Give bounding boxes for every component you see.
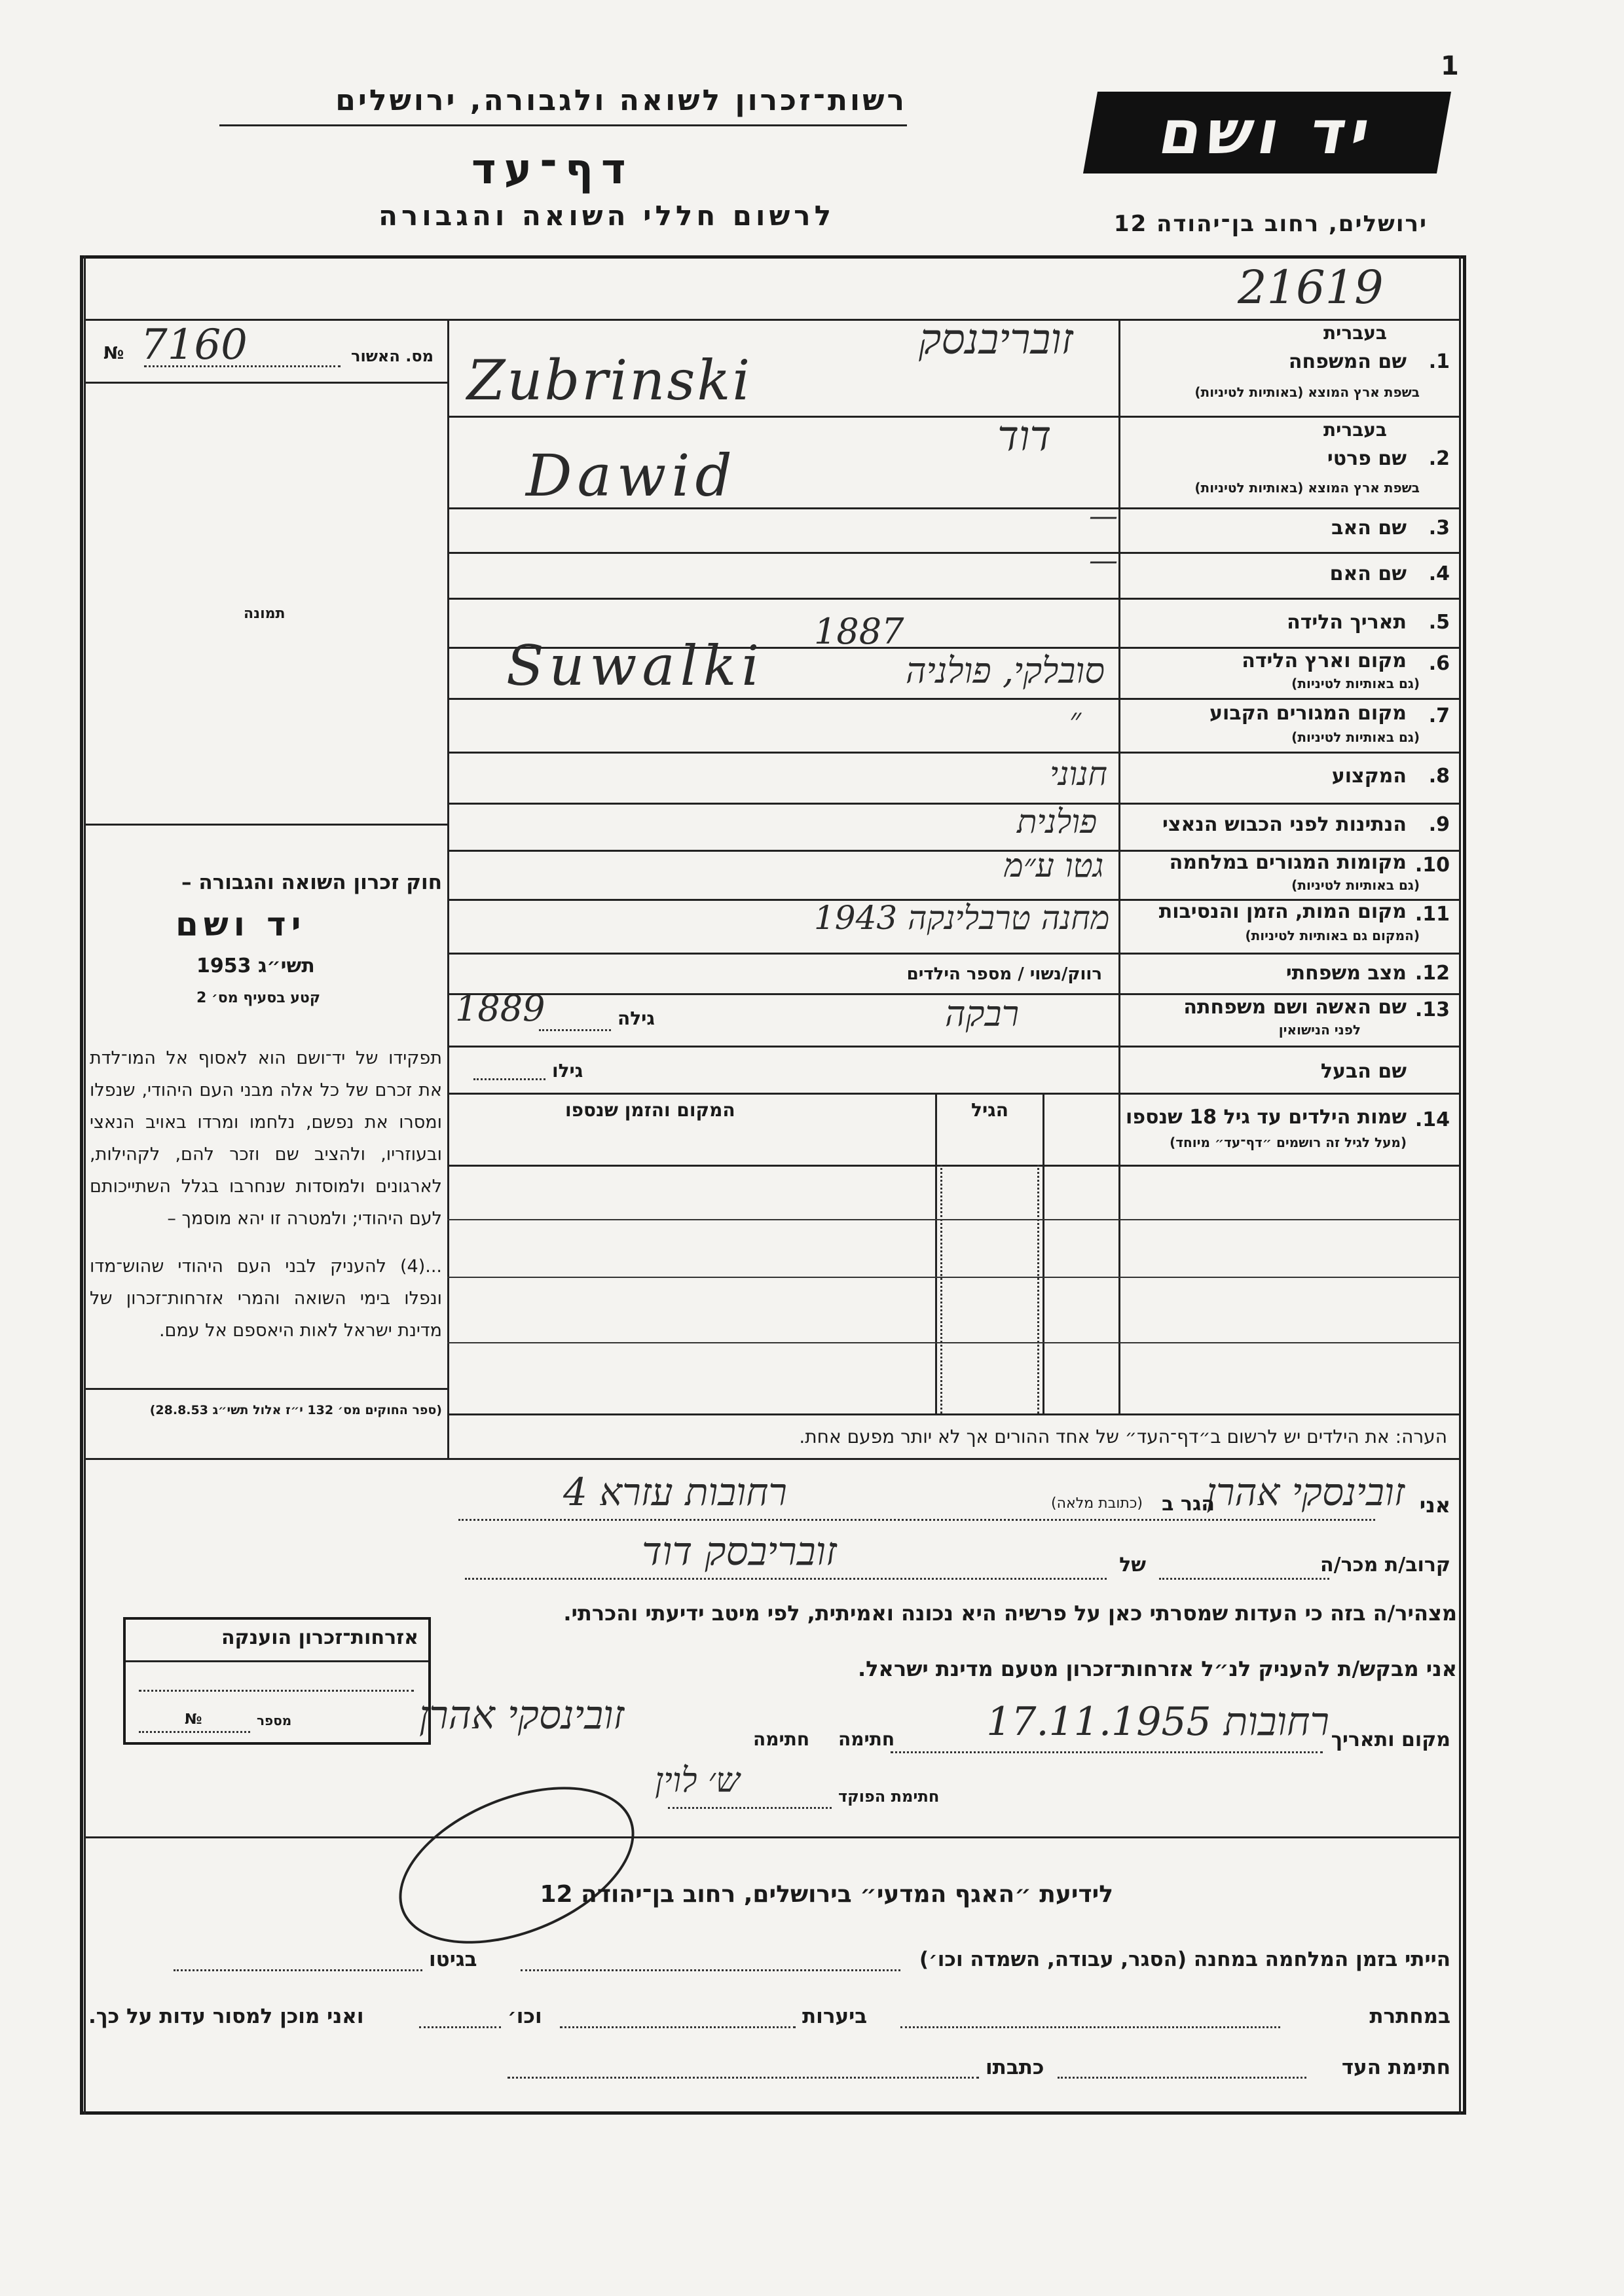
row14-number: 14. [1414,1108,1450,1131]
law-year: תשי״ג 1953 [196,955,315,977]
officer-signature-value: ש׳ לוין [655,1761,740,1800]
father-name-value: — [1089,500,1118,533]
declaration-name-dash [458,1519,1375,1521]
footer-line-3[interactable] [88,2049,1457,2095]
place-date-dash [891,1751,1323,1753]
relation-dash-2 [465,1578,1107,1580]
row9-number: 9. [1428,813,1450,836]
family-name-hebrew: זובריבנסק [919,316,1073,364]
authority-underline [219,124,907,126]
children-header-line [447,1165,1459,1167]
row1-sub: בשפת ארץ המוצא (באותיות לטיניות) [1194,384,1420,400]
footer-ghetto-label: בגיטו [429,1948,477,1971]
row4-label: שם האם [1329,562,1407,585]
row11-number: 11. [1414,903,1450,926]
row7-label: מקום המגורים הקבוע [1209,702,1407,725]
header-address: ירושלים, רחוב בן־יהודה 12 [1113,211,1428,237]
footer-address-dash [507,2077,979,2079]
declarant-address: רחובות עזרא 4 [563,1470,787,1514]
footer-camp-dash [521,1969,900,1971]
row-residence[interactable] [447,698,1459,752]
row5-number: 5. [1428,611,1450,634]
marital-printed: רווק/נשוי / מספר הילדים [906,964,1102,984]
form-subtitle: לרשום חללי השואה והגבורה [378,200,835,232]
wife-age-label: גילה [618,1008,655,1029]
first-name-hebrew: דוד [997,412,1052,461]
row3-number: 3. [1428,517,1450,539]
law-source-line [84,1388,448,1390]
row-family-name[interactable] [447,316,1459,416]
row7-number: 7. [1428,704,1450,727]
note-line [84,1458,1459,1460]
footer-address-label: כתבתו [986,2056,1044,2079]
officer-label: חתימת הפוקד [838,1787,940,1806]
place-date-value: רחובות 17.11.1955 [986,1699,1329,1745]
husband-label: שם הבעל [1320,1060,1407,1083]
declaration-statement: מצהיר/ה בזה כי העדות שמסרתי כאן על פרשיה היא נכונה ואמיתית, לפי מיטב ידיעתי והכרתי. [563,1601,1457,1626]
row6-sub: (גם באותיות לטיניות) [1291,676,1420,691]
row12-number: 12. [1414,962,1450,985]
row2-sub: בשפת ארץ המוצא (באותיות לטיניות) [1194,480,1420,496]
footer-camp-label: הייתי בזמן המלחמה במחנה (הסגר, עבודה, השמדה וכו׳) [919,1948,1450,1971]
citizenship-no-symbol: № [185,1711,202,1728]
footer-etc-label: וכו׳ [507,2005,542,2028]
mother-name-value: — [1089,544,1118,577]
citizenship-number-label: מספר [257,1713,292,1728]
note-text: הערה: את הילדים יש לרשום ב״דף־העד״ של אחד ההורים אך לא יותר מפעם אחת. [799,1426,1447,1448]
relation-label: קרוב/ת מכר/ה [1320,1554,1450,1576]
row3-label: שם האב [1331,517,1407,539]
footer-line-2[interactable] [88,1990,1457,2043]
frame-inner-right [1459,255,1461,2115]
row11-sub: (המקום גם באותיות לטיניות) [1245,928,1420,943]
place-date-label: מקום ותאריך [1331,1728,1450,1751]
family-name-latin: Zubrinski [467,348,752,412]
relation-dash-1 [1159,1578,1329,1580]
officer-dash [668,1807,832,1809]
footer-testimony-label: ואני מוכן למסור עדות על כך. [88,2005,364,2028]
footer-forests-dash [560,2026,796,2028]
form-title: דף־עד [471,145,634,194]
row-death-place[interactable] [447,899,1459,953]
row-nationality[interactable] [447,803,1459,850]
authority-title: רשות־זכרון לשואה ולגבורה, ירושלים [335,84,907,117]
children-line-3 [447,1342,1459,1343]
row-wartime-residence[interactable] [447,847,1459,899]
wife-name-value: רבקה [945,993,1020,1034]
row13-sub: לפני הנישואין [1278,1022,1361,1038]
row4-number: 4. [1428,562,1450,585]
cert-label: מס. האשור [351,347,434,365]
row14-label: שמות הילדים עד גיל 18 שנספו [1126,1106,1407,1129]
row1-heb-tag: בעברית [1323,322,1387,344]
row-father-name[interactable] [447,500,1459,552]
relation-line[interactable] [445,1529,1457,1584]
children-bottom-line [447,1413,1459,1415]
law-text-2: ...(4) להעניק לבני העם היהודי שהוש־מדו ונפלו בימי השואה והמרי אזרחות־זכרון של מדינת ישראל לאות היאספם אל עמם. [90,1256,442,1341]
photo-top-line [84,382,448,384]
row9-label: הנתינות לפני הכבוש הנאצי [1162,813,1407,836]
wife-age-value: 1889 [455,988,545,1029]
citizenship-dash-2 [139,1731,250,1733]
footer-forests-label: ביערות [802,2005,868,2028]
wartime-residence-value: גטו ע״מ [1004,847,1104,884]
children-col-age: הגיל [971,1099,1008,1121]
row1-number: 1. [1428,350,1450,373]
row2-label: שם פרטי [1327,447,1407,470]
children-col-place: המקום והזמן שנספו [565,1099,735,1121]
children-col-dash-2 [1037,1165,1039,1413]
cert-no-symbol: № [103,344,124,363]
row2-heb-tag: בעברית [1323,419,1387,441]
footer-underground-dash [900,2026,1280,2028]
row12-label: מצב משפחתי [1285,962,1407,985]
row-marital-status[interactable] [447,953,1459,993]
first-name-latin: Dawid [526,442,737,509]
i-label: אני [1419,1493,1450,1518]
footer-line [84,1836,1459,1838]
nationality-value: פולנית [1017,803,1098,841]
footer-underground-label: במחתרת [1369,2005,1450,2028]
footer-witness-dash [1058,2077,1306,2079]
row-profession[interactable] [447,752,1459,803]
signature-line[interactable] [419,1686,1460,1758]
declarant-name: זובינסקי אהרן [1206,1470,1405,1514]
cert-number: 7160 [141,321,248,369]
row-mother-name[interactable] [447,544,1459,598]
citizenship-box [123,1617,431,1745]
of-label: של [1119,1554,1146,1576]
row10-sub: (גם באותיות לטיניות) [1291,877,1420,893]
children-line-2 [447,1277,1459,1278]
logo-text: יד ושם [1154,98,1380,168]
photo-bottom-line [84,824,448,826]
residence-value: ״ [1069,701,1082,738]
citizenship-title-line [126,1660,428,1662]
signature-label-2: חתימה [753,1728,810,1750]
children-col-divider-1 [935,1093,937,1413]
death-place-value: מחנה טרבלינקה 1943 [814,899,1110,937]
cert-dash [144,365,341,367]
children-col-dash-1 [940,1165,942,1413]
footer-ghetto-dash [174,1969,422,1971]
footer-etc-dash [419,2026,501,2028]
row11-label: מקום המות, הזמן והנסיבות [1158,900,1407,923]
cert-field[interactable] [92,321,439,376]
row-husband-name[interactable] [447,1046,1459,1093]
row6-label: מקום וארץ הלידה [1242,649,1407,672]
husband-age-dash [473,1078,545,1080]
law-clause: קטע בסעיף מס׳ 2 [196,990,321,1006]
signature-label: חתימה [838,1728,895,1750]
law-source: (ספר החוקים מס׳ 132 י״ז אלול תשי״ג 28.8.53) [149,1403,442,1417]
law-text-1: תפקידו של יד־ושם הוא לאסוף אל המו־לדת את זכרם של כל אלה מבני העם היהודי, שנפלו ומסרו את נפשם, נלחמו ומרדו באויב הנאצי ובעוזריו, ולהציב שם וזכר להם, לקהילות, לארגונים ולמוסדות שנחרבו בגלל השתייכותם לעם היהודי; ולמטרה זו יהא מוסמך – [90,1048,442,1229]
row-wife-name[interactable] [447,988,1459,1046]
row13-label: שם האשה ושם משפחתה [1183,996,1407,1019]
wife-age-dash [539,1029,611,1031]
residing-label: הגר ב [1162,1493,1215,1516]
footer-line-1[interactable] [88,1931,1457,1984]
row6-number: 6. [1428,652,1450,675]
row13-number: 13. [1414,998,1450,1021]
row7-sub: (גם באותיות לטיניות) [1291,729,1420,745]
declaration-name-line[interactable] [445,1467,1457,1525]
citizenship-dash-1 [139,1690,414,1692]
top-mark: 21619 [1238,261,1384,314]
row-children[interactable] [447,1093,1459,1165]
citizenship-title: אזרחות־זכרון הוענקה [221,1626,418,1649]
row8-label: המקצוע [1331,765,1407,788]
row8-number: 8. [1428,765,1450,788]
profession-value: חנוני [1050,755,1108,793]
husband-age-label: גילו [552,1060,583,1082]
corner-mark: 1 [1441,51,1459,81]
children-col-divider-2 [1043,1093,1044,1413]
row-first-name[interactable] [447,412,1459,509]
row10-number: 10. [1414,854,1450,877]
row14-sub: (מעל לגיל זה רושמים ״דף־עד״ מיוחד) [1170,1135,1407,1150]
footer-inform: לידיעת ״האגף המדעי״ בירושלים, רחוב בן־יהודה 12 [540,1881,1113,1908]
row1-label: שם המשפחה [1288,350,1407,373]
birth-year: 1887 [814,611,904,652]
address-hint: (כתובת מלאה) [1051,1495,1143,1512]
photo-label: תמונה [244,606,286,622]
birth-place-hebrew: סובלקי, פולניה [906,650,1105,691]
frame-inner-left [84,255,86,2115]
row5-label: תאריך הלידה [1287,611,1407,634]
relation-value: זובריבסק דוד [642,1529,837,1575]
birth-place-latin: Suwalki [506,634,765,698]
declaration-request: אני מבקש/ת להעניק לנ״ל אזרחות־זכרון מטעם מדינת ישראל. [858,1656,1457,1681]
footer-witness-sig-label: חתימת העד [1341,2056,1450,2079]
signature-value: זובינסקי אהרן [419,1692,625,1738]
row10-label: מקומות המגורים במלחמה [1169,851,1407,874]
law-title: חוק זכרון השואה והגבורה – [181,871,442,894]
law-name: יד ושם [175,905,306,943]
children-line-1 [447,1219,1459,1220]
yad-vashem-logo [1083,92,1451,173]
row2-number: 2. [1428,447,1450,470]
